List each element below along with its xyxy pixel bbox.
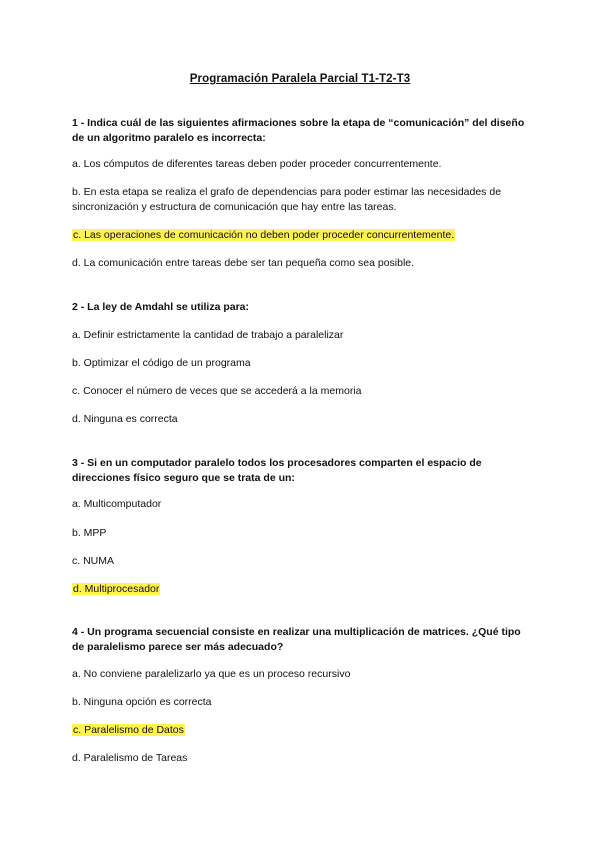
question-1-option-c (72, 228, 542, 243)
question-1-prompt: 1 - Indica cuál de las siguientes afirmaciones sobre la etapa de “comunicación” del diseño de un algoritmo paralelo es incorrecta: (72, 117, 525, 144)
question-2-option-a: a. Definir estrictamente la cantidad de trabajo a paralelizar (72, 329, 344, 341)
question-2-option-c: c. Conocer el número de veces que se accederá a la memoria (72, 385, 362, 397)
question-4-option-a: a. No conviene paralelizarlo ya que es un proceso recursivo (72, 668, 351, 680)
question-1-option-b: b. En esta etapa se realiza el grafo de dependencias para poder estimar las necesidades de sincronización y estructura de comunicación que hay entre las tareas. (72, 186, 502, 213)
answer-highlight: c. Las operaciones de comunicación no deben poder proceder concurrentemente. (73, 229, 455, 241)
question-4-option-b: b. Ninguna opción es correcta (72, 696, 212, 708)
question-4-option-c (72, 723, 542, 738)
question-2-option-d: d. Ninguna es correcta (72, 413, 178, 425)
answer-highlight: d. Multiprocesador (73, 583, 160, 595)
question-2-prompt: 2 - La ley de Amdahl se utiliza para: (72, 301, 249, 313)
question-3-prompt: 3 - Si en un computador paralelo todos los procesadores comparten el espacio de direcciones físico seguro que se trata de un: (72, 457, 482, 484)
question-3-option-d (72, 582, 542, 597)
question-1-option-a: a. Los cómputos de diferentes tareas deben poder proceder concurrentemente. (72, 158, 442, 170)
question-2-option-b: b. Optimizar el código de un programa (72, 357, 251, 369)
answer-highlight: c. Paralelismo de Datos (73, 724, 184, 736)
question-3-option-b: b. MPP (72, 527, 107, 539)
question-3-option-c: c. NUMA (72, 555, 114, 567)
question-4-prompt: 4 - Un programa secuencial consiste en realizar una multiplicación de matrices. ¿Qué tipo de paralelismo parece ser más adecuado? (72, 626, 521, 653)
question-1-option-d: d. La comunicación entre tareas debe ser tan pequeña como sea posible. (72, 257, 415, 269)
question-4-option-d: d. Paralelismo de Tareas (72, 752, 188, 764)
question-3-option-a: a. Multicomputador (72, 498, 162, 510)
document-title: Programación Paralela Parcial T1-T2-T3 (189, 73, 411, 85)
